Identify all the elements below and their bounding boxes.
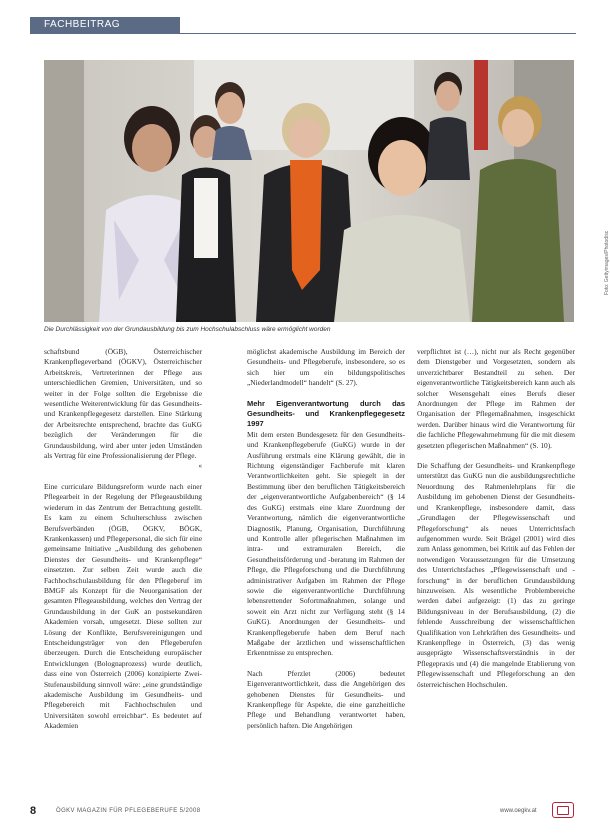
header-rule	[30, 33, 576, 34]
paragraph	[44, 347, 202, 472]
paragraph: Die Schaffung der Gesundheits- und Krankenpflege unterstützt das GuKG nun die ausbildungsrechtliche Neuordnung des Rahmenlehrplans für die Ausbildung im gehobenen Dienst der Gesundheits- und Krankenpflege, insbesondere damit, dass „Grundlagen der Pflegewissenschaft und Pflegeforschung“ als neues Unterrichtsfach aufgenommen wurde. Seit Brägel (2001) wird dies zum Anlass genommen, bei Kritik auf das Fehlen der notwendigen Voraussetzungen für die Umsetzung des Unterrichtsfaches „Pflegewissenschaft und -forschung“ in der beruflichen Grundausbildung hinzuweisen. Als wesentliche Problembereiche werden dabei aufgezeigt: (1) das zu geringe Bildungsniveau in der Berufsausbildung, (2) die fehlende Ausschreibung der wissenschaftlichen Qualifikation von Lehrkräften des Gesundheits- und Krankenpflege in Österreich, (3) das wenig ausgeprägte Wissenschaftsverständnis in der Pflegepraxis und (4) die mangelnde Etablierung von Pflegewissenschaft und Pflegeforschung an den österreichischen Hochschulen.	[417, 461, 575, 689]
website-link[interactable]: www.oegkv.at	[500, 808, 537, 814]
publication-name: ÖGKV MAGAZIN FÜR PFLEGEBERUFE 5/2008	[56, 808, 201, 814]
paragraph: Nach Pferzlet (2006) bedeutet Eigenverantwortlichkeit, dass die Angehörigen des gehobenen Dienstes für Gesundheits- und Krankenpflege für Aspekte, die eine ganzheitliche Pflege und Behandlung verantwortet haben, persönlich haften. Die Angehörigen	[247, 668, 405, 730]
end-mark: «	[198, 462, 202, 471]
paragraph: verpflichtet ist (…), nicht nur als Recht gegenüber dem Dienstgeber und Vorgesetzten, sondern als unverzichtbarer Bestandteil zu sehen. Der eigenverantwortliche Tätigkeitsbereich kann auch als solcher Wesensgehalt eines Berufs dieser Anordnungen der Pflege im Rahmen der Organisation der Pflegemaßnahmen, insgeschickt werden. Darüber hinaus wird die Verantwortung für die fachliche Pflegewahrnehmung für die mit diesem gesetzten pflegerischen Maßnahmen“ (S. 10).	[417, 347, 575, 450]
text-column-1	[44, 347, 202, 742]
paragraph: Mit dem ersten Bundesgesetz für den Gesundheits- und Krankenpflegeberufe (GuKG) wurde in der Ausführung erstmals eine Klärung gewählt, die in Richtung eigenständiger Fachberufe mit klaren Verantwortlichkeiten geht. Sie spiegelt in der Bestimmung über den beruflichen Tätigkeitsbereich der „eigenverantwortliche Aufgabenbereich“ (§ 14 des GuKG) erstmals eine klare Zuordnung der Verantwortung, nämlich die eigenverantwortliche Diagnostik, Planung, Organisation, Durchführung und Kontrolle aller pflegerischen Maßnahmen im intra- und extramuralen Bereich, die Gesundheitsförderung und -beratung im Rahmen der Pflege, die Pflegeforschung und die Durchführung administrativer Aufgaben im Rahmen der Pflege sowie die eigenverantwortliche Durchführung lebensrettender Sofortmaßnahmen, solange und soweit ein Arzt nicht zur Verfügung steht (§ 14 GuKG). Anordnungen der Gesundheits- und Krankenpflegeberufe haben dem Beruf nach Maßgabe der ärztlichen und wissenschaftlichen Erkenntnisse zu entsprechen.	[247, 429, 405, 658]
publisher-logo-icon	[552, 802, 574, 818]
photo-credit: Foto: Gettyimages/Photodisc	[604, 230, 610, 295]
group-photo	[44, 60, 610, 322]
text-column-3	[417, 347, 575, 700]
section-tab	[30, 17, 180, 33]
photo-caption: Die Durchlässigkeit von der Grundausbildung bis zum Hochschulabschluss wäre ermöglicht worden	[44, 326, 331, 333]
paragraph: Eine curriculare Bildungsreform wurde nach einer Pflegearbeit in der Regelung der Pflegeausbildung wiederum in das Zentrum der Betrachtung gestellt. Es kam zu einem Schulterschluss zwischen Berufsverbänden (ÖGB, ÖGKV, BÖGK, Krankenkassen) und Pflegepersonal, die sich für eine gemeinsame Initiative „Ausbildung des gehobenen Dienstes der Gesundheits- und Krankenpflege“ einsetzten. Zur selben Zeit wurde auch die Fachhochschulausbildung für den Pflegeberuf im BMGF als Konzept für die Neuorganisation der gesamten Pflegeausbildung, welches den Vertrag der Grundausbildung in der GuK an postsekundären Akademien vorsah, umgesetzt. Diese sollten zur Lösung der Konflikte, Berufsvereinigungen und Entscheidungsträger von den Pflegeberufen überzeugen. Durch die Entscheidung europäischer Entwicklungen (Bolognaprozess) wurde deutlich, dass eine von Österreich (2006) konzipierte Zwei-Stufenausbildung sinnvoll wäre: „eine grundständige akademische Ausbildung im Gesundheits- und Pflegebereich mit Fachhochschulen und Universitäten sowohl erreichbar“. Es bedeutet auf Akademien	[44, 481, 202, 731]
paragraph: möglichst akademische Ausbildung im Bereich der Gesundheits- und Pflegeberufe, insbesondere, so es sich hier um ein bildungspolitisches „Niederlandmodell“ handelt“ (S. 27).	[247, 347, 405, 388]
section-label: FACHBEITRAG	[44, 19, 121, 30]
group-photo-illustration	[44, 60, 574, 322]
subheading: Mehr Eigenverantwortung durch das Gesundheits- und Krankenpflegegesetz 1997	[247, 398, 405, 429]
page-number: 8	[30, 805, 37, 817]
text-column-2	[247, 347, 405, 741]
paragraph-text: schaftsbund (ÖGB), Österreichischer Krankenpflegeverband (ÖGKV), Österreichischer Arbeitskreis, Vertreterinnen der Pflege aus unterschiedlichen Gremien, Universitäten, und so weiter in der Folge sollten die Ergebnisse die wesentliche Weiterentwicklung für das Gesundheits- und Krankenpflegegesetz darstellen. Eine Stärkung der Arbeitsrechte entsprechend, brachte das GuKG bezüglich der Veränderungen für die Grundausbildung, wird aber unter jeden Umständen als Vertrag für eine Professionalisierung der Pflege.	[44, 347, 202, 461]
page-header	[0, 0, 606, 38]
page-footer	[0, 800, 606, 835]
